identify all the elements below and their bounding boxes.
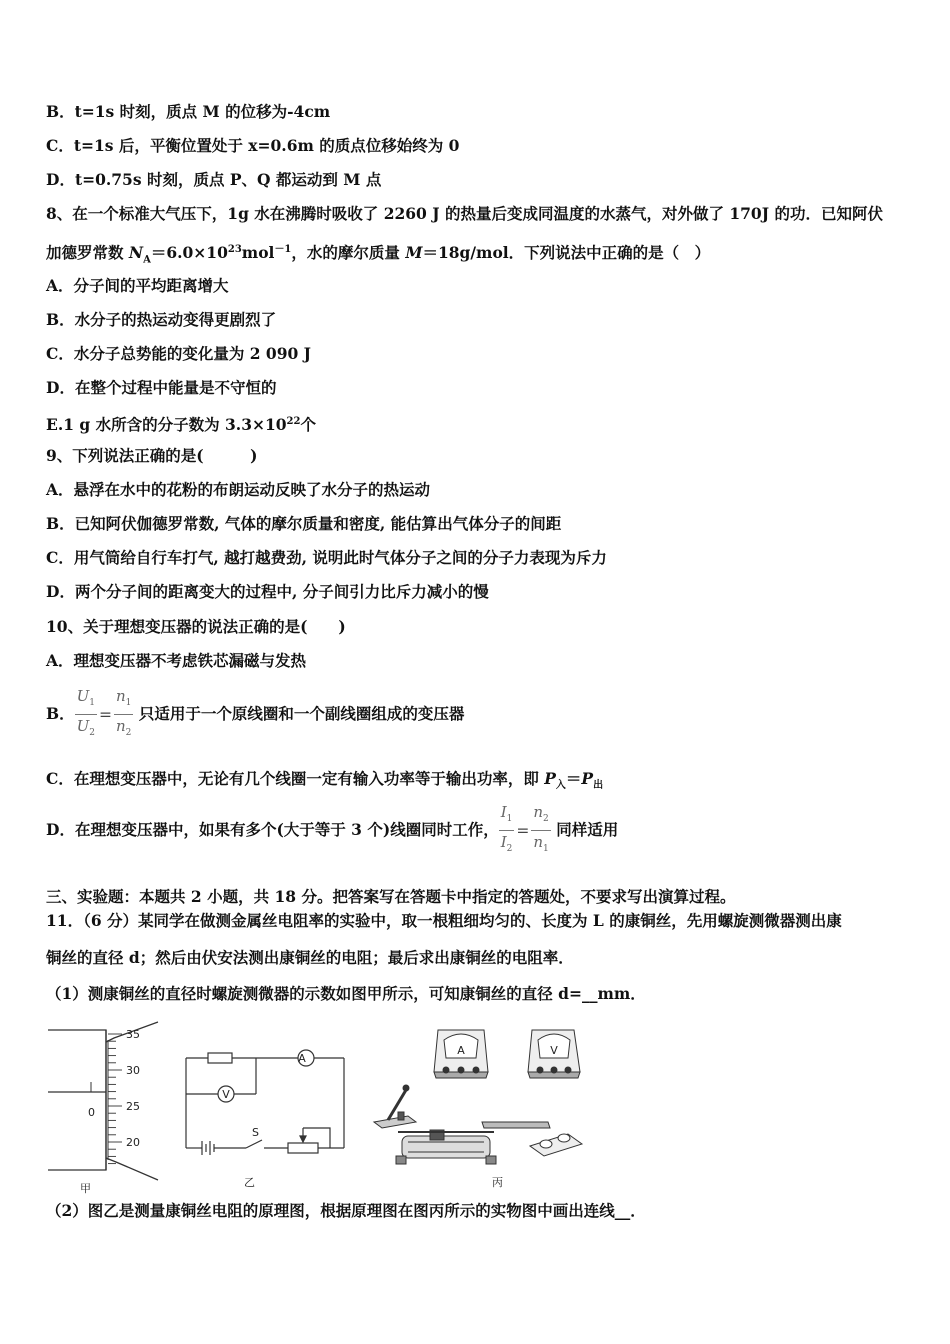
rheostat-symbol (288, 1143, 318, 1153)
knife-switch (374, 1085, 416, 1128)
q8-option-a: A．分子间的平均距离增大 (46, 276, 229, 295)
q10-option-c: C．在理想变压器中，无论有几个线圈一定有输入功率等于输出功率，即 $P_入=P_出$ (46, 769, 604, 792)
micrometer-tick-30: 30 (126, 1064, 140, 1077)
current-ratio-fraction: $\frac{I_1}{I_2}$ (500, 803, 513, 854)
q11-stem-line1: 11．（6 分）某同学在做测金属丝电阻率的实验中，取一根粗细均匀的、长度为 L 的康铜丝，先用螺旋测微器测出康 (46, 911, 842, 930)
q11-part1: （1）测康铜丝的直径时螺旋测微器的示数如图甲所示，可知康铜丝的直径 d=__mm． (46, 984, 646, 1003)
q7-option-d: D．t=0.75s 时刻，质点 P、Q 都运动到 M 点 (46, 170, 382, 189)
figure-apparatus (368, 1024, 588, 1189)
figure-jia-caption: 甲 (80, 1182, 91, 1195)
q11-stem-line2: 铜丝的直径 d；然后由伏安法测出康铜丝的电阻；最后求出康铜丝的电阻率． (46, 948, 574, 967)
q10-stem: 10、关于理想变压器的说法正确的是( ) (46, 617, 346, 636)
micrometer-tick-25: 25 (126, 1100, 140, 1113)
q10-option-a: A．理想变压器不考虑铁芯漏磁与发热 (46, 651, 307, 670)
q11-part2: （2）图乙是测量康铜丝电阻的原理图，根据原理图在图丙所示的实物图中画出连线__． (46, 1201, 646, 1220)
figure-yi-caption: 乙 (244, 1176, 255, 1189)
q9-option-b: B．已知阿伏伽德罗常数, 气体的摩尔质量和密度, 能估算出气体分子的间距 (46, 514, 562, 533)
ammeter-label: A (298, 1052, 306, 1065)
turns-ratio-fraction-d: $\frac{n_2}{n_1}$ (533, 803, 549, 854)
slide-rheostat (396, 1130, 496, 1164)
q8-option-b: B．水分子的热运动变得更剧烈了 (46, 310, 277, 329)
q8-option-e: E.1 g 水所含的分子数为 $3.3\times 10^{22}$个 (46, 415, 316, 435)
wire-resistor (208, 1053, 232, 1063)
constantan-wire-sample (482, 1122, 550, 1128)
turns-ratio-fraction: $\frac{n_1}{n_2}$ (116, 687, 132, 738)
battery-holder (530, 1134, 582, 1156)
figure-circuit-diagram (180, 1028, 350, 1193)
q7-option-c: C．t=1s 后，平衡位置处于 x=0.6m 的质点位移始终为 0 (46, 136, 460, 155)
q10-option-b: B． $\frac{U_1}{U_2}$ = $\frac{n_1}{n_2}$ 只适用于一个原线圈和一个副线圈组成的变压器 (46, 688, 464, 732)
switch-symbol (246, 1140, 262, 1148)
voltmeter-device-label: V (550, 1044, 558, 1057)
q9-option-d: D．两个分子间的距离变大的过程中, 分子间引力比斥力减小的慢 (46, 582, 489, 601)
voltmeter-label: V (222, 1088, 230, 1101)
micrometer-zero-label: 0 (88, 1106, 95, 1119)
section-3-heading: 三、实验题：本题共 2 小题，共 18 分。把答案写在答题卡中指定的答题处，不要求写出演算过程。 (46, 887, 736, 906)
q7-option-b: B．t=1s 时刻，质点 M 的位移为-4cm (46, 102, 331, 121)
figure-micrometer (46, 1020, 171, 1195)
micrometer-tick-20: 20 (126, 1136, 140, 1149)
q9-option-c: C．用气筒给自行车打气, 越打越费劲, 说明此时气体分子之间的分子力表现为斥力 (46, 548, 607, 567)
q8-option-d: D．在整个过程中能量是不守恒的 (46, 378, 277, 397)
q8-stem-line1: 8、在一个标准大气压下，1g 水在沸腾时吸收了 2260 J 的热量后变成同温度的水蒸气，对外做了 170J 的功．已知阿伏 (46, 204, 883, 223)
q9-option-a: A．悬浮在水中的花粉的布朗运动反映了水分子的热运动 (46, 480, 431, 499)
voltage-ratio-fraction: $\frac{U_1}{U_2}$ (76, 687, 95, 738)
figure-bing-caption: 丙 (492, 1176, 503, 1189)
q9-stem: 9、下列说法正确的是( ) (46, 446, 258, 465)
q8-option-c: C．水分子总势能的变化量为 2 090 J (46, 344, 311, 363)
q10-option-d: D．在理想变压器中，如果有多个(大于等于 3 个)线圈同时工作， $\frac{I_1}{I_2}$ = $\frac{n_2}{n_1}$ 同样适用 (46, 804, 618, 852)
micrometer-tick-35: 35 (126, 1028, 140, 1041)
switch-label: S (252, 1126, 259, 1139)
q8-stem-line2: 加德罗常数 $N_A=6.0\times 10^{23}mol^{-1}$，水的摩尔质量 M＝18g/mol．下列说法中正确的是（ ） (46, 243, 711, 266)
ammeter-device-label: A (457, 1044, 465, 1057)
